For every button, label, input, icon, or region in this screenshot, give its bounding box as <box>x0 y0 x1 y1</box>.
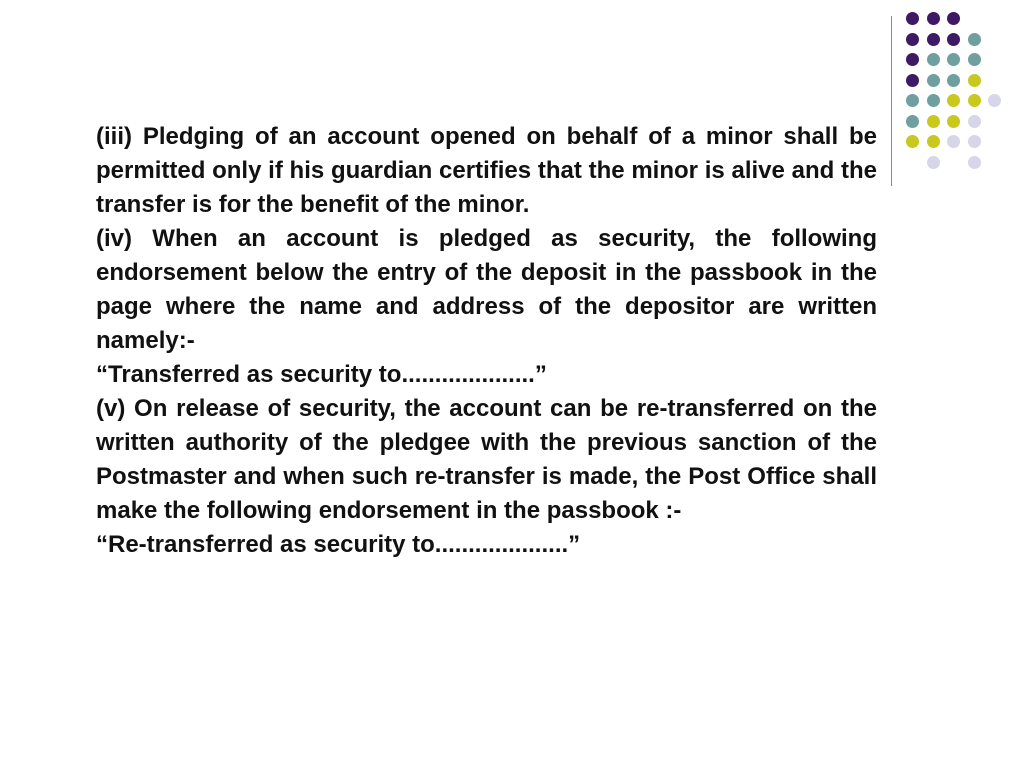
decorative-dot <box>927 135 940 148</box>
decorative-dot <box>906 74 919 87</box>
text-body <box>96 120 877 562</box>
decorative-dot <box>947 115 960 128</box>
decorative-dot <box>947 12 960 25</box>
decorative-dot <box>927 12 940 25</box>
vertical-divider <box>891 16 892 186</box>
decorative-dot <box>968 156 981 169</box>
decorative-dot <box>927 74 940 87</box>
decorative-dot <box>927 115 940 128</box>
decorative-dot <box>968 74 981 87</box>
decorative-dot-grid <box>906 12 1006 172</box>
decorative-dot <box>968 33 981 46</box>
decorative-dot <box>906 135 919 148</box>
decorative-dot <box>947 74 960 87</box>
decorative-dot <box>968 94 981 107</box>
decorative-dot <box>947 135 960 148</box>
decorative-dot <box>927 156 940 169</box>
decorative-dot <box>906 53 919 66</box>
decorative-dot <box>968 135 981 148</box>
endorsement-retransferred: “Re-transferred as security to....................” <box>96 531 581 558</box>
decorative-dot <box>927 33 940 46</box>
decorative-dot <box>906 12 919 25</box>
decorative-dot <box>968 115 981 128</box>
paragraph-v: (v) On release of security, the account can be re-transferred on the written authority of the pledgee with the previous sanction of the Postmaster and when such re-transfer is made, the Post Office shall make the following endorsement in the passbook :- <box>96 395 877 524</box>
decorative-dot <box>927 94 940 107</box>
decorative-dot <box>947 33 960 46</box>
endorsement-transferred: “Transferred as security to....................” <box>96 361 547 388</box>
decorative-dot <box>927 53 940 66</box>
decorative-dot <box>968 53 981 66</box>
decorative-dot <box>906 33 919 46</box>
paragraph-iii: (iii) Pledging of an account opened on behalf of a minor shall be permitted only if his guardian certifies that the minor is alive and the transfer is for the benefit of the minor. <box>96 123 877 218</box>
decorative-dot <box>906 94 919 107</box>
decorative-dot <box>947 94 960 107</box>
decorative-dot <box>988 94 1001 107</box>
decorative-dot <box>947 53 960 66</box>
decorative-dot <box>906 115 919 128</box>
paragraph-iv: (iv) When an account is pledged as security, the following endorsement below the entry of the deposit in the passbook in the page where the name and address of the depositor are written namely:- <box>96 225 877 354</box>
